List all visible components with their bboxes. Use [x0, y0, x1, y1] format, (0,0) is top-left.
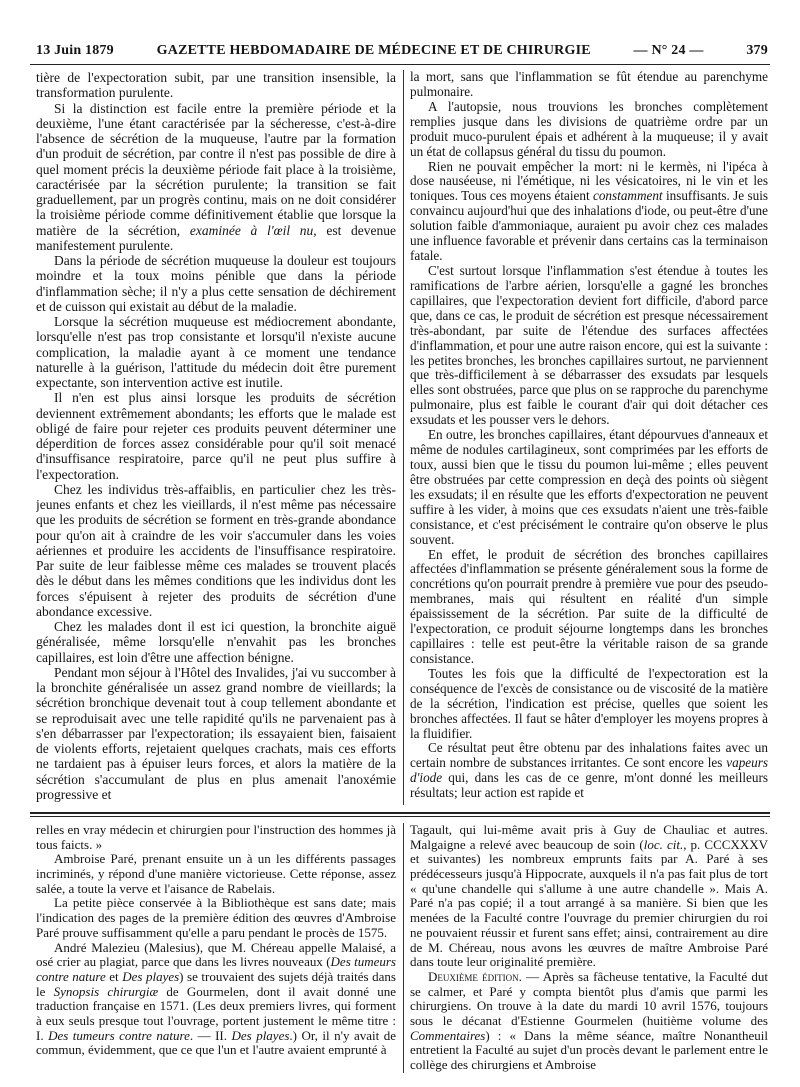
article-column-right [410, 70, 768, 805]
header-date: 13 Juin 1879 [36, 43, 114, 58]
paragraph: Deuxième édition. — Après sa fâcheuse tentative, la Faculté dut se calmer, et Paré y compta bientôt plus d'amis que parmi les chirurgiens. On trouve à la date du mardi 10 avril 1576, toujours sous le décanat d'Estienne Gourmelen (huitième volume des Commentaires) : « Dans la même séance, maître Nonantheuil entretient la Faculté au sujet d'un procès devant le parlement entre le collège des chirurgiens et Ambroise [410, 968, 768, 1072]
paragraph: tière de l'expectoration subit, par une transition insensible, la transformation purulente. [36, 70, 396, 101]
paragraph: Dans la période de sécrétion muqueuse la douleur est toujours moindre et la toux moins pénible que dans la période d'inflammation sèche; il n'y a plus cette sensation de déchirement et de cuisson qui existait au début de la maladie. [36, 253, 396, 314]
paragraph: Ambroise Paré, prenant ensuite un à un les différents passages incriminés, y répond d'une manière victorieuse. Cette réponse, assez salée, a toute la verve et l'aisance de Rabelais. [36, 851, 396, 896]
column-divider [403, 70, 404, 805]
paragraph: Pendant mon séjour à l'Hôtel des Invalides, j'ai vu succomber à la bronchite généralisée un assez grand nombre de vieillards; la sécrétion bronchique devenait tout à coup tellement abondante et se reproduisait avec une telle rapidité qu'ils ne parvenaient pas à s'en débarrasser par l'expectoration; ils essayaient bien, faisaient de violents efforts, rejetaient quelques crachats, mais ces efforts ne tardaient pas à épuiser leurs forces, et alors la matière de la sécrétion s'accumulant de plus en plus amenait l'anoxémie progressive et [36, 664, 396, 802]
paragraph: la mort, sans que l'inflammation se fût étendue au parenchyme pulmonaire. [410, 70, 768, 99]
paragraph: Chez les individus très-affaiblis, en particulier chez les très-jeunes enfants et chez les vieillards, il n'est même pas nécessaire que les produits de sécrétion se forment en très-grande abondance pour qu'on ait à craindre de les voir s'accumuler dans les voies aériennes et produire les accidents de l'insuffisance respiratoire. Par suite de leur faiblesse même ces malades se trouvent placés dès le début dans les mêmes conditions que les individus dont les forces s'épuisent à rejeter des produits de sécrétion d'une abondance excessive. [36, 481, 396, 619]
paragraph: Toutes les fois que la difficulté de l'expectoration est la conséquence de l'excès de consistance ou de viscosité de la matière de la sécrétion, l'indication est précise, quelles que soient les bronches affectées. Il faut se hâter d'employer les moyens propres à la fluidifier. [410, 665, 768, 741]
feuilleton-column-right [410, 823, 768, 1073]
paragraph: A l'autopsie, nous trouvions les bronches complètement remplies jusque dans les divisions de quatrième ordre par un produit muco-purulent épais et adhérent à la muqueuse; il y avait un état de collapsus général du tissu du poumon. [410, 98, 768, 159]
paragraph: Rien ne pouvait empêcher la mort: ni le kermès, ni l'ipéca à dose nauséeuse, ni l'émétique, ni les vésicatoires, ni le vin et les toniques. Tous ces moyens étaient constamment insuffisants. Je suis convaincu aujourd'hui que des inhalations d'iode, ou peut-être d'une solution faible d'ammoniaque, auraient pu avoir chez ces malades une influence favorable et prévenir dans certains cas la terminaison fatale. [410, 158, 768, 264]
paragraph: C'est surtout lorsque l'inflammation s'est étendue à toutes les ramifications de l'arbre aérien, lorsqu'elle a gagné les bronches capillaires, que l'expectoration devient fort difficile, d'abord parce que, dans ce cas, le produit de sécrétion est presque nécessairement très-abondant, par suite de l'étendue des surfaces affectées d'inflammation, et pour une autre raison encore, qui est la suivante : les petites bronches, les bronches capillaires surtout, ne parviennent que très-difficilement à se débarrasser des exsudats par lesquels elles sont obstruées, parce que plus on se rapproche du parenchyme pulmonaire, plus est faible le courant d'air qui doit détacher ces exsudats et les pousser vers le dehors. [410, 262, 768, 428]
paragraph: Chez les malades dont il est ici question, la bronchite aiguë généralisée, même lorsqu'elle n'envahit pas les bronches capillaires, est loin d'être une affection bénigne. [36, 619, 396, 665]
section-heading: Deuxième édition. [428, 968, 522, 984]
feuilleton-rule-thin [30, 816, 770, 817]
paragraph: En effet, le produit de sécrétion des bronches capillaires affectées d'inflammation se présente généralement sous la forme de concrétions qu'on pourrait prendre à première vue pour des pseudo-membranes, mais qui résultent en réalité d'un simple épaississement de la sécrétion. Par suite de la difficulté de l'expectoration, ce produit séjourne longtemps dans les bronches capillaires : telle est peut-être la véritable raison de sa grande consistance. [410, 546, 768, 666]
header-journal-title: GAZETTE HEBDOMADAIRE DE MÉDECINE ET DE CHIRURGIE [156, 43, 591, 58]
header-issue-number: — N° 24 — [633, 43, 704, 58]
paragraph: Ce résultat peut être obtenu par des inhalations faites avec un certain nombre de substances irritantes. Ce sont encore les vapeurs d'iode qui, dans les cas de ce genre, m'ont donné les meilleurs résultats; leur action est rapide et [410, 740, 768, 801]
running-header [36, 40, 768, 62]
paragraph: Tagault, qui lui-même avait pris à Guy de Chauliac et autres. Malgaigne a relevé avec beaucoup de soin (loc. cit., p. CCCXXXV et suivantes) les nombreux emprunts faits par A. Paré à ses prédécesseurs jusqu'à Hippocrate, auxquels il n'a pas fait plus de tort « qu'une chandelle qui s'allume à une autre chandelle ». Mais A. Paré n'a pas copié; il a tout arrangé à sa manière. Si bien que les menées de la Faculté contre l'ouvrage du premier chirurgien du roi ne pouvaient réussir et furent sans effet; ainsi, contrairement au dire de M. Chéreau, nous avons les œuvres de maître Ambroise Paré dans toute leur originalité première. [410, 823, 768, 970]
feuilleton-column-left [36, 823, 396, 1073]
paragraph: Il n'en est plus ainsi lorsque les produits de sécrétion deviennent extrêmement abondants; les efforts que le malade est obligé de faire pour rejeter ces produits peuvent déterminer une déperdition de forces assez considérable pour qu'il soit menacé d'insuffisance respiratoire, parce qu'il ne peut plus suffire à l'expectoration. [36, 390, 396, 482]
paragraph: La petite pièce conservée à la Bibliothèque est sans date; mais l'indication des pages de la première édition des œuvres d'Ambroise Paré prouve suffisamment qu'elle a paru pendant le procès de 1575. [36, 895, 396, 940]
paragraph: En outre, les bronches capillaires, étant dépourvues d'anneaux et même de nodules cartilagineux, sont comprimées par les efforts de toux, aussi bien que le tissu du poumon lui-même ; elles peuvent être obstruées par cette compression en deçà des points où siègent les exsudats; il en résulte que les efforts d'expectoration ne peuvent suffire à les vider, à moins que ces exsudats n'aient une très-faible consistance, et c'est précisément le contraire qu'on observe le plus souvent. [410, 427, 768, 547]
paragraph: relles en vray médecin et chirurgien pour l'instruction des hommes jà tous faicts. » [36, 823, 396, 852]
header-rule [30, 64, 770, 65]
paragraph: Si la distinction est facile entre la première période et la deuxième, l'une étant caractérisée par la sécheresse, c'est-à-dire l'absence de sécrétion de la muqueuse, l'autre par la formation d'un produit de sécrétion, par contre il n'est pas possible de dire à quel moment précis la deuxième période fait place à la troisième, caractérisée par la sécrétion purulente; la transition se fait graduellement, par un progrès continu, mais on ne doit considérer la troisième période comme définitivement établie que lorsque la matière de la sécrétion, examinée à l'œil nu, est devenue manifestement purulente. [36, 100, 396, 253]
header-page-number: 379 [746, 43, 768, 58]
feuilleton-rule [30, 812, 770, 814]
paragraph: André Malezieu (Malesius), que M. Chéreau appelle Malaisé, a osé crier au plagiat, parce que dans les livres nouveaux (Des tumeurs contre nature et Des playes) se trouvaient des sujets déjà traités dans le Synopsis chirurgiæ de Gourmelen, dont il avait donné une traduction française en 1571. (Les deux premiers livres, qui forment à eux seuls presque tout l'ouvrage, portent justement le même titre : I. Des tumeurs contre nature. — II. Des playes.) Or, il n'y avait de commun, évidemment, que ce que l'un et l'autre avaient emprunté à [36, 939, 396, 1058]
article-column-left [36, 70, 396, 805]
paragraph: Lorsque la sécrétion muqueuse est médiocrement abondante, lorsqu'elle n'est pas trop consistante et lorsqu'il n'existe aucune complication, la maladie ayant à ce moment une tendance naturelle à la guérison, l'attitude du médecin doit être purement expectante, son intervention active est inutile. [36, 314, 396, 390]
column-divider [403, 823, 404, 1073]
